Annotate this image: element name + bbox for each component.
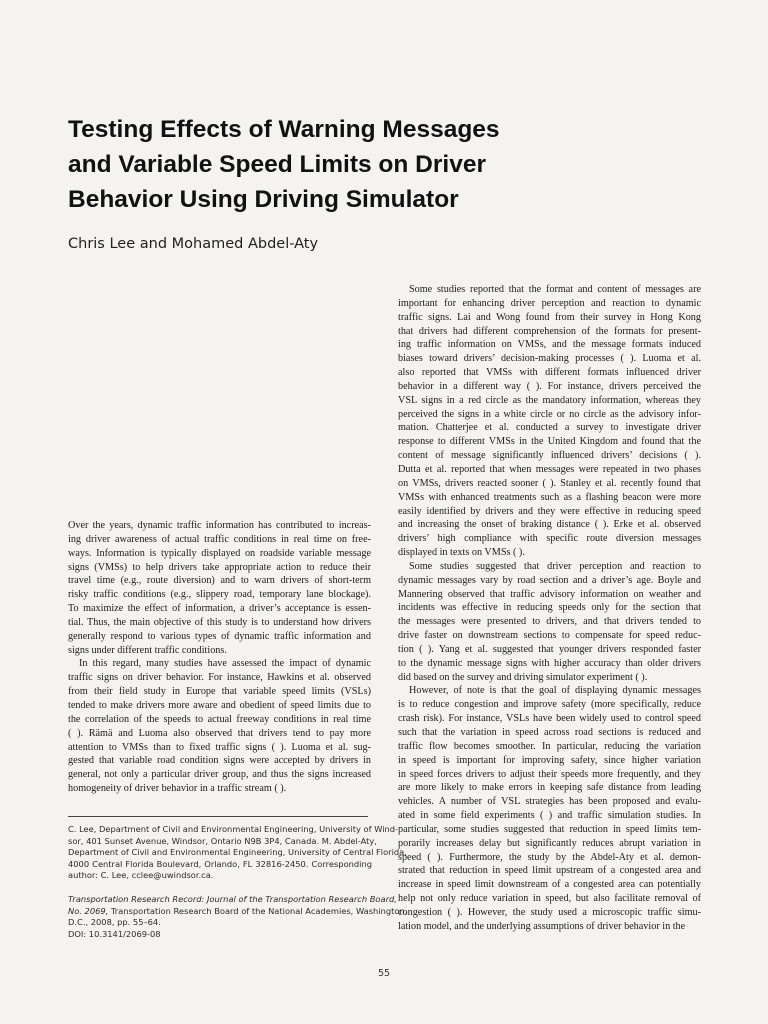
body-text-line: crash risk). For instance, VSLs have been widely used to control speed [398, 713, 701, 725]
body-text-line: behavior in a different way ( ). For instance, drivers perceived the [398, 380, 701, 392]
body-text-line: ing driver awareness of actual traffic conditions in real time on free- [68, 533, 371, 545]
title-line: and Variable Speed Limits on Driver [68, 151, 486, 178]
body-text-line: Some studies suggested that driver perception and reaction to [409, 560, 701, 572]
body-text-line: are more likely to make errors in keeping safe distance from leading [398, 782, 701, 794]
body-text-line: response to different VMSs in the United Kingdom and found that the [398, 436, 701, 448]
body-text-line: travel time (e.g., route diversion) and to warn drivers of short-term [68, 575, 371, 587]
affiliation-line: C. Lee, Department of Civil and Environmental Engineering, University of Wind- [68, 824, 399, 834]
body-text-line: perceived the signs in a white circle or no circle as the advisory infor- [398, 408, 701, 420]
citation-line: Transportation Research Record: Journal of the Transportation Research Board, [68, 894, 397, 904]
body-text-line: on VMSs, drivers reacted sooner ( ). Stanley et al. recently found that [398, 477, 701, 489]
body-text-line: VSL signs in a red circle as the mandatory information, whereas they [398, 394, 701, 406]
body-text-line: lation model, and the underlying assumptions of driver behavior in the [398, 920, 686, 932]
body-text-line: incidents was effective in reducing speeds only for the section that [398, 602, 701, 614]
article-title [68, 112, 628, 217]
body-text-line: Over the years, dynamic traffic information has contributed to increas- [68, 520, 371, 531]
body-text-line: drive faster on downstream sections to compensate for speed reduc- [398, 630, 701, 642]
body-text-line: the messages were presented to drivers, and that drivers tended to [398, 616, 701, 628]
body-text-line: also reported that VMSs with different formats influenced driver [398, 367, 701, 379]
doi: DOI: 10.3141/2069-08 [68, 928, 161, 939]
body-text-line: is to reduce congestion and improve safety (more specifically, reduce [398, 699, 701, 711]
body-text-line: from their field study in Europe that variable speed limits (VSLs) [68, 686, 371, 698]
author-affiliation [68, 824, 407, 882]
page-number: 55 [377, 968, 391, 979]
body-text-line: mation. Chatterjee et al. conducted a survey to investigate driver [398, 422, 701, 434]
body-text-line: traffic signs on driver behavior. For instance, Hawkins et al. observed [68, 672, 371, 684]
body-text-line: Mannering observed that traffic advisory information on weather and [398, 588, 701, 600]
body-text-line: general, not only a particular driver group, and thus the signs increased [68, 769, 371, 781]
body-text-line: increase in speed limit downstream of a congested area can potentially [398, 879, 701, 891]
body-text-line: drivers’ high compliance with specific route diversion messages [398, 533, 701, 545]
body-text-line: gested that variable road condition signs were accepted by drivers in [68, 755, 371, 767]
body-text-line: Dutta et al. reported that when messages were repeated in two phases [398, 463, 701, 475]
body-text-line: particular, some studies suggested that reduction in speed limits tem- [398, 823, 701, 835]
body-text-line: biases toward drivers’ decision-making processes ( ). Luoma et al. [398, 353, 701, 365]
body-text-line: that drivers had different comprehension of the formats for present- [398, 325, 701, 337]
body-text-line: ( ). Rämä and Luoma also observed that drivers tend to pay more [68, 727, 371, 739]
body-text-line: easily identified by drivers and they were effective in reducing speed [398, 505, 701, 517]
body-text-line: In this regard, many studies have assessed the impact of dynamic [79, 658, 371, 670]
body-text-line: dynamic messages vary by road section and a driver’s age. Boyle and [398, 574, 701, 586]
body-text-line: ing traffic information on VMSs, and the message formats induced [398, 339, 701, 351]
body-text-line: speed ( ). Furthermore, the study by the Abdel-Aty et al. demon- [398, 851, 701, 863]
body-text-line: strated that reduction in speed limit upstream of a congested area and [398, 865, 701, 877]
left-column-body [68, 519, 371, 796]
body-text-line: help not only reduce variation in speed, but also facilitate removal of [398, 893, 701, 905]
title-line: Behavior Using Driving Simulator [68, 186, 459, 213]
body-text-line: risky traffic conditions (e.g., slippery road, temporary lane blockage). [68, 589, 371, 601]
body-text-line: ways. Information is typically displayed on roadside variable message [68, 547, 371, 559]
body-text-line: tended to make drivers more aware and obedient of speed limits due to [68, 699, 371, 711]
body-text-line: the correlation of the speeds to actual freeway conditions in real time [68, 713, 371, 725]
body-text-line: homogeneity of driver behavior in a traffic stream ( ). [68, 783, 287, 795]
body-text-line: attention to VMSs than to fixed traffic signs ( ). Luoma et al. sug- [68, 741, 371, 753]
body-text-line: signs (VMSs) to help drivers take appropriate action to reduce their [68, 561, 371, 573]
body-text-line: However, of note is that the goal of displaying dynamic messages [409, 685, 701, 697]
footnote-divider [68, 816, 368, 817]
affiliation-line: Department of Civil and Environmental Engineering, University of Central Florida, [68, 847, 407, 858]
title-line: Testing Effects of Warning Messages [68, 116, 500, 143]
body-text-line: traffic signs. Lai and Wong found from their survey in Hong Kong [398, 311, 701, 323]
body-text-line: displayed in texts on VMSs ( ). [398, 547, 525, 559]
body-text-line: VMSs with enhanced treatments such as a flashing beacon were more [398, 491, 701, 503]
body-text-line: content of message significantly influenced drivers’ decisions ( ). [398, 450, 701, 462]
body-text-line: signs under different traffic conditions. [68, 644, 227, 656]
citation-line: No. 2069, Transportation Research Board of the National Academies, Washington, [68, 905, 408, 916]
affiliation-line: author: C. Lee, cclee@uwindsor.ca. [68, 870, 214, 881]
authors: Chris Lee and Mohamed Abdel-Aty [68, 236, 319, 252]
body-text-line: to the dynamic message signs with higher accuracy than older drivers [398, 657, 701, 669]
citation-note [68, 894, 408, 940]
body-text-line: important for enhancing driver perception and reaction to dynamic [398, 297, 701, 309]
body-text-line: porarily increases delay but significantly reduces abrupt variation in [398, 837, 701, 849]
body-text-line: Some studies reported that the format and content of messages are [409, 284, 701, 295]
body-text-line: ated in some field experiments ( ) and traffic simulation studies. In [398, 810, 701, 822]
body-text-line: such that the variation in speed across road sections is reduced and [398, 727, 701, 738]
body-text-line: did based on the survey and driving simulator experiment ( ). [398, 671, 648, 683]
body-text-line: tion ( ). Yang et al. suggested that younger drivers responded faster [398, 643, 701, 655]
affiliation-line: 4000 Central Florida Boulevard, Orlando, FL 32816-2450. Corresponding [68, 858, 372, 869]
body-text-line: tial. Thus, the main objective of this study is to understand how drivers [68, 616, 371, 628]
body-text-line: generally respond to various types of dynamic traffic information and [68, 630, 371, 642]
body-text-line: congestion ( ). However, the study used a microscopic traffic simu- [398, 906, 701, 918]
right-column-body [398, 283, 701, 934]
body-text-line: vehicles. A number of VSL strategies has been proposed and evalu- [398, 796, 701, 808]
citation-line: D.C., 2008, pp. 55–64. [68, 917, 161, 928]
body-text-line: and increasing the onset of braking distance ( ). Erke et al. observed [398, 519, 701, 531]
body-text-line: To maximize the effect of information, a driver’s acceptance is essen- [68, 603, 371, 615]
body-text-line: traffic flow becomes smoother. In particular, reducing the variation [398, 740, 701, 752]
body-text-line: in speed is important for improving safety, since higher variation [398, 754, 701, 766]
body-text-line: in speed forces drivers to adjust their speeds more frequently, and they [398, 768, 701, 780]
affiliation-line: sor, 401 Sunset Avenue, Windsor, Ontario N9B 3P4, Canada. M. Abdel-Aty, [68, 835, 377, 846]
